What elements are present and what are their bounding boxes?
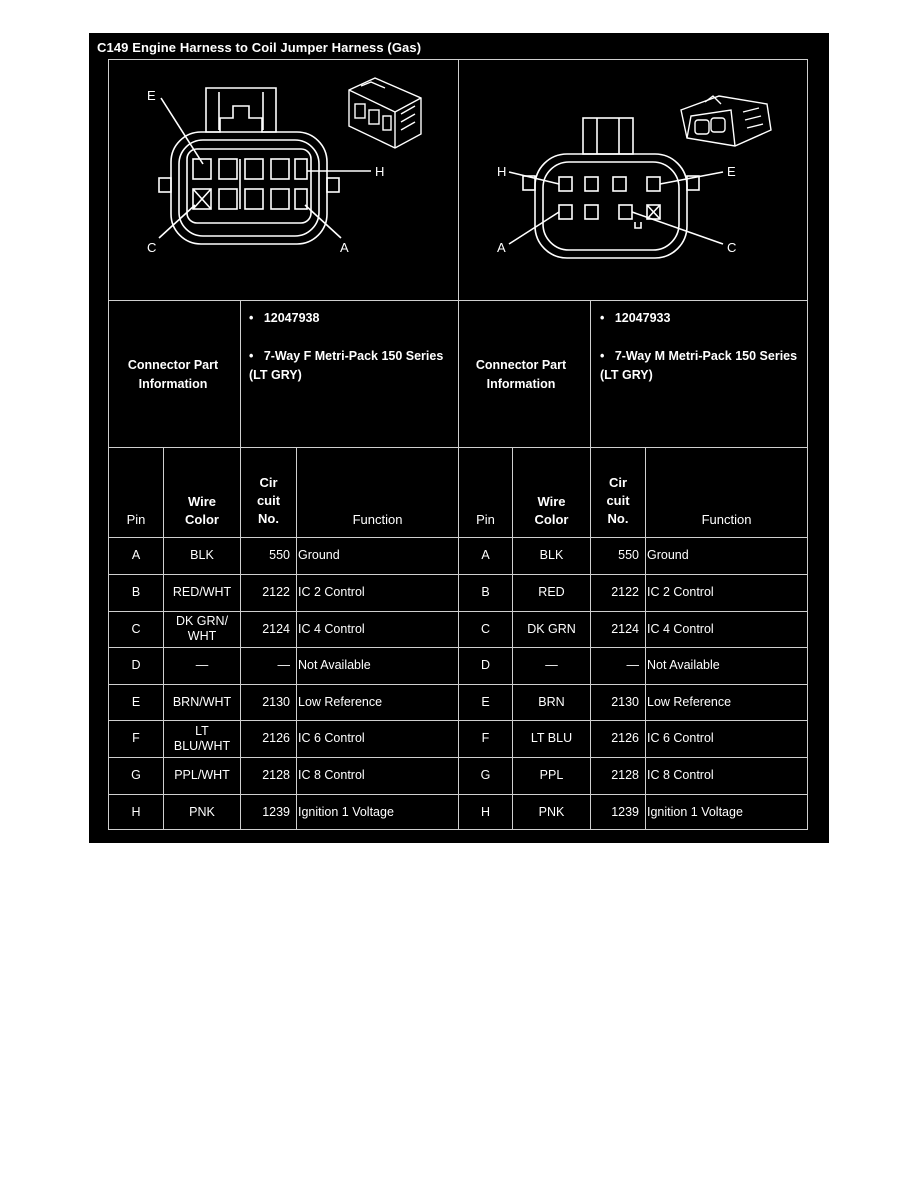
table-cell-wire-color: PPL (539, 768, 564, 782)
table-cell-circuit: 2122 (611, 585, 639, 599)
table-cell-circuit: 2124 (611, 621, 639, 636)
table-cell-pin: A (131, 548, 141, 562)
table-cell-circuit: 2128 (611, 768, 639, 782)
table-cell-function: IC 8 Control (298, 768, 365, 782)
table-cell-wire-color: RED/WHT (172, 585, 232, 599)
table-cell-wire-color: BRN (538, 694, 565, 709)
table-cell-circuit: 2124 (262, 621, 290, 636)
right-callout-e: E (727, 164, 736, 179)
table-cell-circuit: 550 (618, 548, 639, 562)
table-cell-wire-color: LT BLU/WHT (173, 723, 231, 753)
table-cell-function: IC 4 Control (647, 621, 714, 636)
left-header-circuit: Cir cuit No. (256, 475, 281, 526)
left-part-number: • 12047938 (249, 311, 320, 325)
table-cell-function: Ignition 1 Voltage (647, 804, 743, 819)
table-cell-function: IC 2 Control (647, 585, 714, 599)
table-cell-pin: G (131, 768, 141, 782)
table-cell-pin: G (480, 768, 491, 782)
right-header-function: Function (701, 512, 752, 527)
table-cell-circuit: 550 (269, 548, 290, 562)
table-cell-function: IC 4 Control (298, 621, 365, 636)
table-cell-wire-color: RED (538, 585, 565, 599)
right-header-pin: Pin (476, 512, 495, 527)
table-cell-circuit: 2128 (262, 768, 290, 782)
table-cell-wire-color: PNK (538, 804, 565, 819)
table-cell-function: IC 6 Control (647, 731, 714, 745)
right-part-label: Connector Part Information (475, 358, 567, 391)
left-part-label: Connector Part Information (127, 358, 219, 391)
bullet-icon: • (600, 311, 605, 325)
table-cell-circuit: 2130 (611, 694, 639, 709)
bullet-icon: • (600, 349, 605, 363)
table-cell-function: IC 8 Control (647, 768, 714, 782)
left-part-description: • 7-Way F Metri-Pack 150 Series (LT GRY) (249, 349, 444, 382)
table-cell-circuit: 2126 (262, 731, 290, 745)
table-cell-wire-color: BRN/WHT (172, 694, 232, 709)
right-part-number: • 12047933 (600, 311, 671, 325)
table-cell-function: Ground (647, 548, 689, 562)
table-cell-function: Low Reference (298, 694, 383, 709)
bullet-icon: • (249, 311, 254, 325)
table-cell-function: Not Available (647, 658, 720, 672)
table-cell-pin: A (481, 548, 490, 562)
table-cell-function: Ground (298, 548, 340, 562)
table-cell-wire-color: BLK (190, 548, 214, 562)
table-cell-wire-color: BLK (539, 548, 564, 562)
table-cell-wire-color: — (545, 658, 558, 672)
right-part-description: • 7-Way M Metri-Pack 150 Series (LT GRY) (600, 349, 798, 382)
left-connector-diagram (109, 60, 458, 300)
table-cell-pin: C (480, 621, 491, 636)
table-cell-pin: H (131, 804, 141, 819)
left-header-wire-color: Wire Color (185, 494, 219, 527)
left-callout-c: C (147, 240, 157, 255)
table-cell-pin: D (480, 658, 491, 672)
right-callout-h: H (497, 164, 507, 179)
table-cell-circuit: 1239 (611, 804, 639, 819)
table-cell-function: IC 2 Control (298, 585, 365, 599)
table-cell-wire-color: DK GRN (527, 621, 576, 636)
table-cell-wire-color: PPL/WHT (174, 768, 230, 782)
table-cell-wire-color: — (195, 658, 209, 672)
left-callout-e: E (147, 88, 156, 103)
table-cell-pin: B (131, 585, 141, 599)
table-cell-pin: F (132, 731, 140, 745)
left-callout-a: A (340, 240, 349, 255)
table-cell-pin: E (481, 694, 490, 709)
table-cell-function: Not Available (298, 658, 371, 672)
table-cell-wire-color: PNK (189, 804, 215, 819)
page-title: C149 Engine Harness to Coil Jumper Harness (Gas) (97, 40, 422, 55)
table-cell-pin: E (131, 694, 141, 709)
table-cell-pin: D (131, 658, 141, 672)
table-cell-pin: B (481, 585, 490, 599)
left-header-function: Function (352, 512, 403, 527)
table-cell-circuit: — (626, 658, 639, 672)
table-cell-circuit: 2122 (262, 585, 290, 599)
right-header-wire-color: Wire Color (534, 494, 569, 527)
table-cell-function: Low Reference (647, 694, 732, 709)
table-cell-circuit: 1239 (262, 804, 290, 819)
table-cell-circuit: — (277, 658, 290, 672)
table-cell-pin: C (131, 621, 141, 636)
left-header-pin: Pin (126, 512, 146, 527)
left-callout-h: H (375, 164, 385, 179)
right-connector-diagram (459, 60, 807, 300)
right-header-circuit: Cir cuit No. (606, 475, 630, 526)
table-cell-pin: H (480, 804, 491, 819)
table-cell-function: Ignition 1 Voltage (298, 804, 394, 819)
right-callout-c: C (727, 240, 737, 255)
table-cell-wire-color: DK GRN/ WHT (175, 614, 229, 643)
right-callout-a: A (497, 240, 506, 255)
table-cell-circuit: 2130 (262, 694, 290, 709)
table-cell-pin: F (481, 731, 490, 745)
table-cell-circuit: 2126 (611, 731, 639, 745)
table-cell-wire-color: LT BLU (530, 731, 573, 745)
table-cell-function: IC 6 Control (298, 731, 365, 745)
bullet-icon: • (249, 349, 254, 363)
